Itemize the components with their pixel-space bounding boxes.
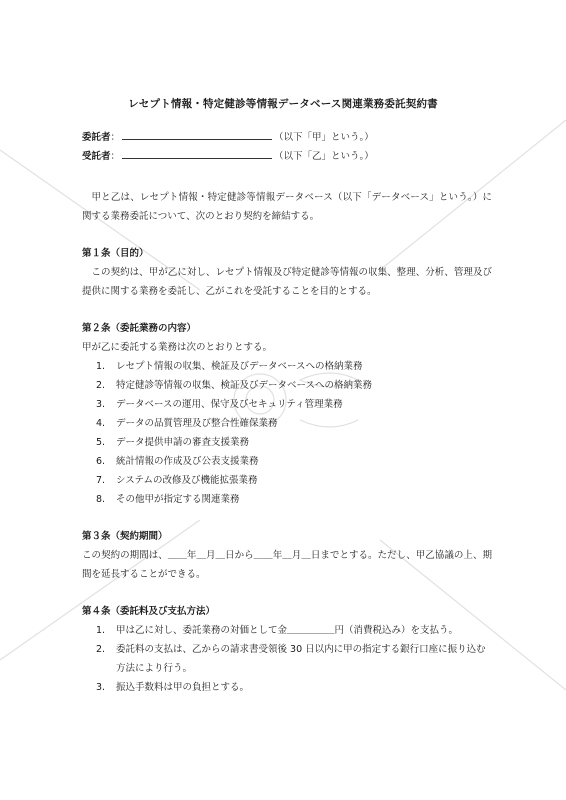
list-number: 3. [96,682,106,693]
party-note: （以下「甲」という。） [274,132,374,143]
list-item [82,376,492,395]
list-text: その他甲が指定する関連業務 [116,494,240,505]
list-item [82,433,492,452]
article-2-list [82,357,492,509]
list-number: 4. [96,418,106,429]
list-item [82,471,492,490]
list-item [82,678,492,697]
list-text: システムの改修及び機能拡張業務 [116,475,258,486]
article-2-body: 甲が乙に委託する業務は次のとおりとする。 [82,342,273,353]
list-item [82,414,492,433]
list-text: 特定健診等情報の収集、検証及びデータベースへの格納業務 [116,380,373,391]
list-text: 甲は乙に対し、委託業務の対価として金＿＿＿＿＿円（消費税込み）を支払う。 [116,625,459,636]
list-item [82,357,492,376]
list-item [82,621,492,640]
article-4-heading: 第４条（委託料及び支払方法） [82,606,216,617]
signature-blank [122,128,272,140]
list-number: 5. [96,437,106,448]
article-1-body: この契約は、甲が乙に対し、レセプト情報及び特定健診等情報の収集、整理、分析、管理及び提供に関する業務を委託し、乙がこれを受託することを目的とする。 [82,267,492,297]
signature-blank [122,147,272,159]
document-title: レセプト情報・特定健診等情報データベース関連業務委託契約書 [128,98,438,110]
list-number: 6. [96,456,106,467]
party-separator: ： [110,132,121,143]
party-note: （以下「乙」という。） [274,151,374,162]
article-4-list [82,621,492,697]
list-item [82,395,492,414]
list-text: データベースの運用、保守及びセキュリティ管理業務 [116,399,343,410]
preamble: 甲と乙は、レセプト情報・特定健診等情報データベース（以下「データベース」という。）に関する業務委託について、次のとおり契約を締結する。 [82,192,492,222]
list-item [82,452,492,471]
document-body [82,128,492,697]
list-text: 委託料の支払は、乙からの請求書受領後 30 日以内に甲の指定する銀行口座に振り込む方法により行う。 [116,644,486,674]
list-number: 7. [96,475,106,486]
list-text: 振込手数料は甲の負担とする。 [116,682,250,693]
list-text: レセプト情報の収集、検証及びデータベースへの格納業務 [116,361,363,372]
list-number: 1. [96,625,106,636]
list-number: 8. [96,494,106,505]
list-number: 2. [96,380,106,391]
party-consignee [82,147,492,166]
article-3-body: この契約の期間は、＿＿年＿月＿日から＿＿年＿月＿日までとする。ただし、甲乙協議の上、期間を延長することができる。 [82,550,492,580]
article-1-heading: 第１条（目的） [82,248,149,259]
article-3-heading: 第３条（契約期間） [82,531,168,542]
party-role: 委託者 [82,132,111,143]
party-separator: ： [110,151,121,162]
list-number: 3. [96,399,106,410]
party-role: 受託者 [82,151,111,162]
list-number: 2. [96,644,106,655]
list-text: 統計情報の作成及び公表支援業務 [116,456,259,467]
party-consignor [82,128,492,147]
list-number: 1. [96,361,106,372]
list-text: データの品質管理及び整合性確保業務 [116,418,278,429]
list-item [82,490,492,509]
list-item [82,640,492,678]
article-2-heading: 第２条（委託業務の内容） [82,323,197,334]
list-text: データ提供申請の審査支援業務 [116,437,250,448]
